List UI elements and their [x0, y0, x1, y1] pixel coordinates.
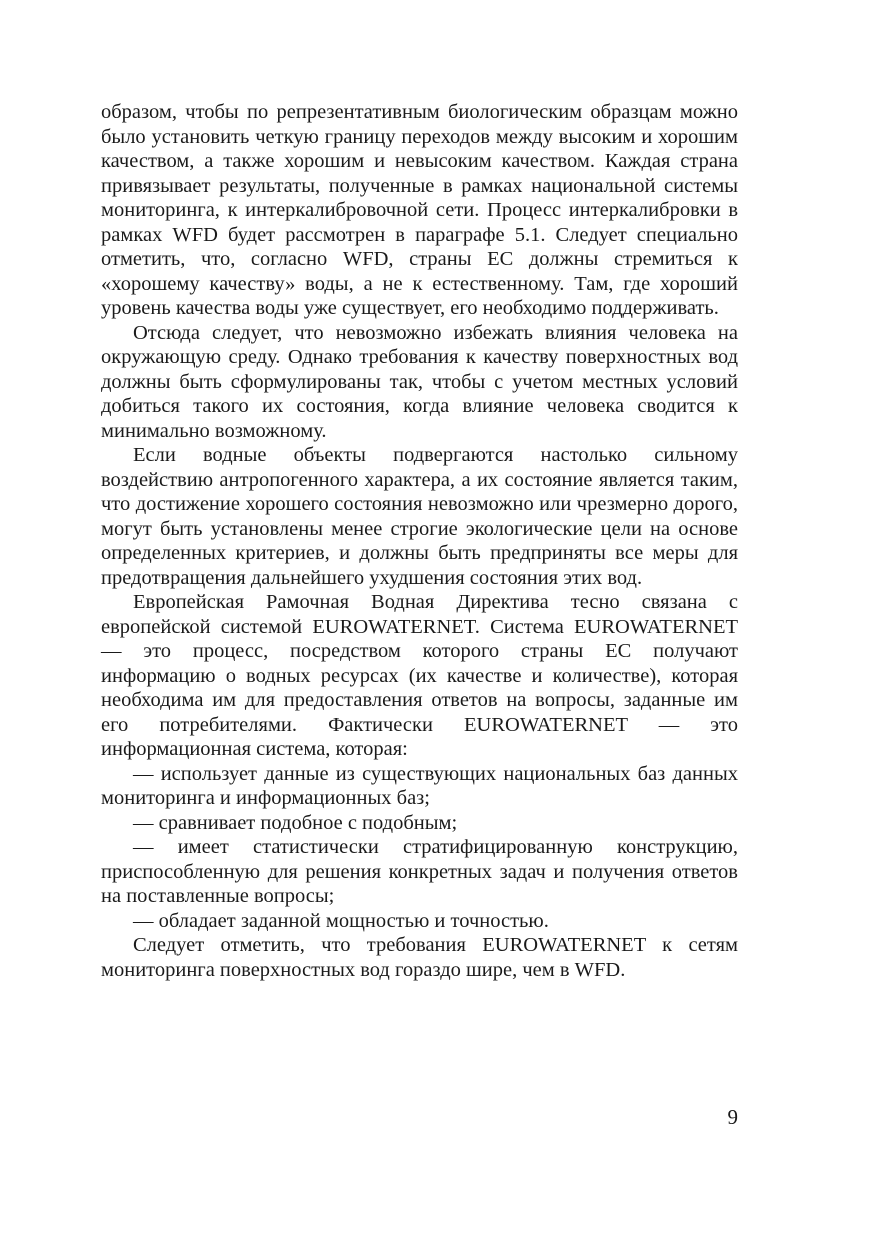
page-number: 9 — [727, 1105, 738, 1129]
paragraph-human-impact: Отсюда следует, что невозможно избежать влияния человека на окружающую среду. Однако требования к качеству поверхностных вод должны быть сформулированы так, чтобы с учетом местных условий добиться такого их состояния, когда влияние человека сводится к минимально возможному. — [101, 321, 738, 442]
list-item: — имеет статистически стратифицированную конструкцию, приспособленную для решения конкретных задач и получения ответов на поставленные вопросы; — [101, 836, 738, 907]
list-item: — использует данные из существующих национальных баз данных мониторинга и информационных баз; — [101, 762, 738, 809]
list-item: — обладает заданной мощностью и точностью. — [133, 909, 549, 932]
paragraph-eurowaternet: Европейская Рамочная Водная Директива тесно связана с европейской системой EUROWATERNET. Система EUROWATERNET — это процесс, посредством которого страны ЕС получают информацию о водных ресурсах (их качестве и количестве), которая необходима им для предоставления ответов на вопросы, заданные им его потребителями. Фактически EUROWATERNET — это информационная система, которая: — [101, 591, 738, 760]
page-body — [101, 100, 738, 982]
paragraph-continuation: образом, чтобы по репрезентативным биологическим образцам можно было установить четкую границу переходов между высоким и хорошим качеством, а также хорошим и невысоким качеством. Каждая страна привязывает результаты, полученные в рамках национальной системы мониторинга, к интеркалибровочной сети. Процесс интеркалибровки в рамках WFD будет рассмотрен в параграфе 5.1. Следует специально отметить, что, согласно WFD, страны ЕС должны стремиться к «хорошему качеству» воды, а не к естественному. Там, где хороший уровень качества воды уже существует, его необходимо поддерживать. — [101, 101, 738, 319]
paragraph-ecological-goals: Если водные объекты подвергаются настолько сильному воздействию антропогенного характера, а их состояние является таким, что достижение хорошего состояния невозможно или чрезмерно дорого, могут быть установлены менее строгие экологические цели на основе определенных критериев, и должны быть предприняты все меры для предотвращения дальнейшего ухудшения состояния этих вод. — [101, 444, 738, 589]
list-item: — сравнивает подобное с подобным; — [133, 811, 458, 834]
paragraph-conclusion: Следует отметить, что требования EUROWATERNET к сетям мониторинга поверхностных вод гораздо шире, чем в WFD. — [101, 934, 738, 981]
